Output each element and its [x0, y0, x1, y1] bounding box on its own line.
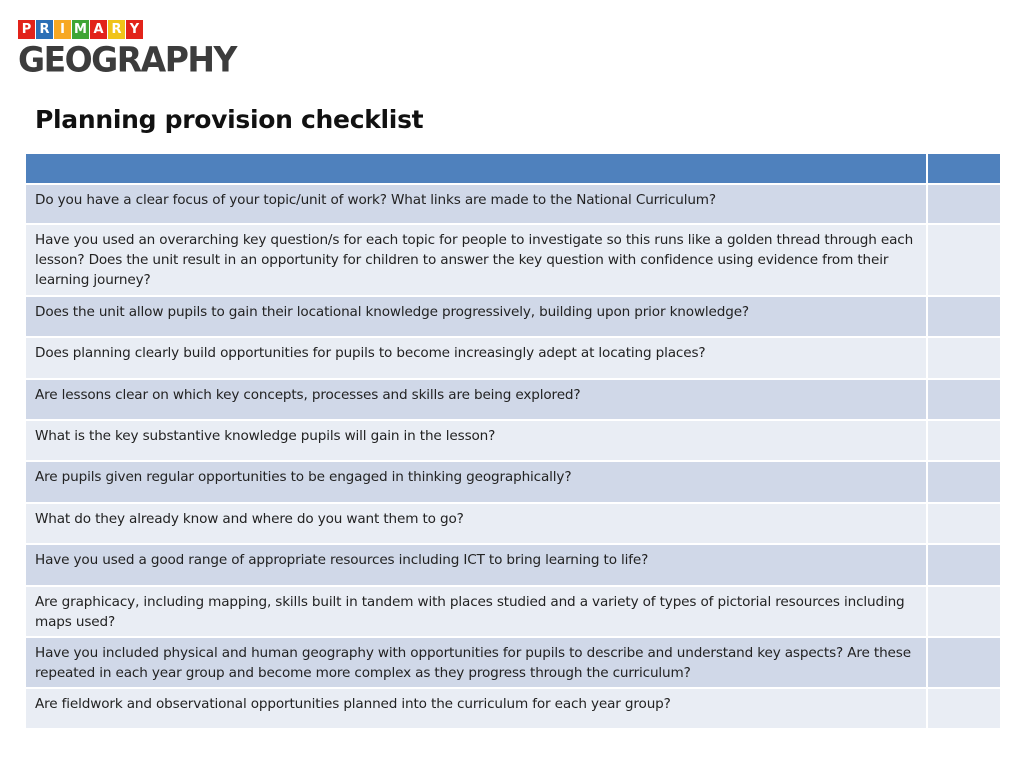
checklist-question: Are fieldwork and observational opportunities planned into the curriculum for each year group?	[25, 688, 927, 729]
logo-letter-tile: R	[108, 20, 125, 39]
logo-letter-tile: M	[72, 20, 89, 39]
logo-primary-letters	[18, 20, 248, 40]
checklist-row	[25, 337, 1001, 379]
checklist-question: What do they already know and where do you want them to go?	[25, 503, 927, 544]
checklist-row	[25, 503, 1001, 544]
checklist-row	[25, 544, 1001, 586]
logo-letter-tile: Y	[126, 20, 143, 39]
checklist-question: Are graphicacy, including mapping, skills built in tandem with places studied and a variety of types of pictorial resources including maps used?	[25, 586, 927, 637]
checklist-check-cell[interactable]	[927, 637, 1001, 688]
checklist-question: Does planning clearly build opportunities for pupils to become increasingly adept at locating places?	[25, 337, 927, 379]
checklist-row	[25, 586, 1001, 637]
checklist-check-cell[interactable]	[927, 296, 1001, 337]
checklist-check-cell[interactable]	[927, 337, 1001, 379]
logo-letter-tile: I	[54, 20, 71, 39]
check-column-header	[927, 153, 1001, 184]
primary-geography-logo	[18, 20, 248, 80]
checklist-check-cell[interactable]	[927, 461, 1001, 503]
checklist-row	[25, 184, 1001, 224]
checklist-row	[25, 224, 1001, 296]
checklist-row	[25, 461, 1001, 503]
checklist-header-row	[25, 153, 1001, 184]
question-column-header	[25, 153, 927, 184]
checklist-check-cell[interactable]	[927, 184, 1001, 224]
logo-letter-tile: R	[36, 20, 53, 39]
checklist-question: Are lessons clear on which key concepts, processes and skills are being explored?	[25, 379, 927, 420]
checklist-row	[25, 296, 1001, 337]
checklist-question: Have you used an overarching key question/s for each topic for people to investigate so this runs like a golden thread through each lesson? Does the unit result in an opportunity for children to answer the key question with confidence using evidence from their learning journey?	[25, 224, 927, 296]
checklist-question: Have you included physical and human geography with opportunities for pupils to describe and understand key aspects? Are these repeated in each year group and become more complex as they progress through the curriculum?	[25, 637, 927, 688]
checklist-question: Do you have a clear focus of your topic/unit of work? What links are made to the National Curriculum?	[25, 184, 927, 224]
checklist-check-cell[interactable]	[927, 224, 1001, 296]
checklist-table	[24, 152, 1002, 730]
checklist-question: Have you used a good range of appropriate resources including ICT to bring learning to life?	[25, 544, 927, 586]
checklist-check-cell[interactable]	[927, 379, 1001, 420]
logo-wordmark: GEOGRAPHY	[18, 38, 236, 80]
checklist-check-cell[interactable]	[927, 503, 1001, 544]
checklist-row	[25, 637, 1001, 688]
checklist-row	[25, 688, 1001, 729]
checklist-check-cell[interactable]	[927, 688, 1001, 729]
checklist-question: Are pupils given regular opportunities to be engaged in thinking geographically?	[25, 461, 927, 503]
logo-letter-tile: A	[90, 20, 107, 39]
checklist-check-cell[interactable]	[927, 420, 1001, 461]
checklist-row	[25, 379, 1001, 420]
logo-letter-tile: P	[18, 20, 35, 39]
checklist-question: What is the key substantive knowledge pupils will gain in the lesson?	[25, 420, 927, 461]
checklist-body	[25, 184, 1001, 729]
checklist-question: Does the unit allow pupils to gain their locational knowledge progressively, building upon prior knowledge?	[25, 296, 927, 337]
checklist-check-cell[interactable]	[927, 586, 1001, 637]
checklist-check-cell[interactable]	[927, 544, 1001, 586]
checklist-row	[25, 420, 1001, 461]
page-title: Planning provision checklist	[35, 105, 424, 134]
